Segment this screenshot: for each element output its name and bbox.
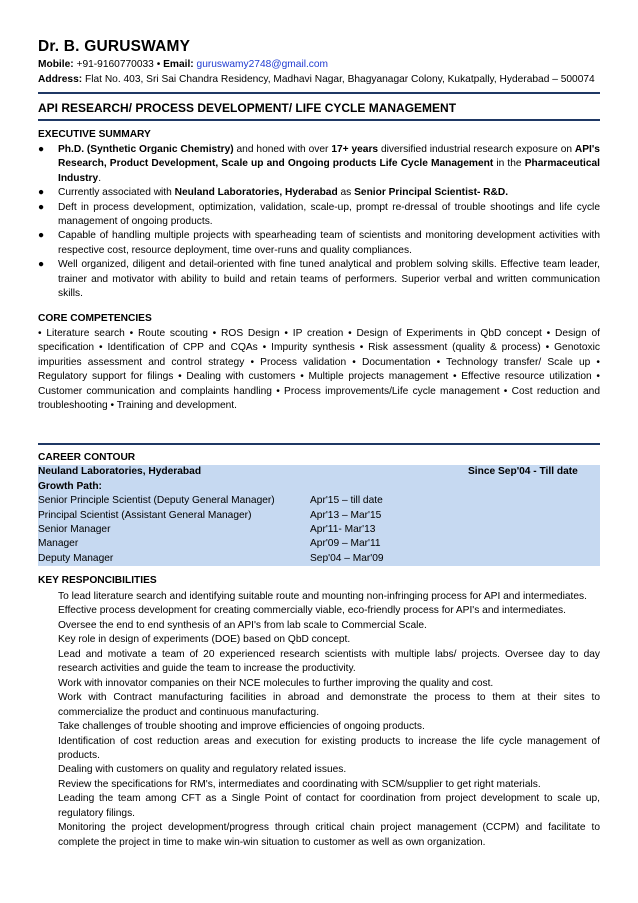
mobile-label: Mobile: [38,59,74,70]
role-title: Senior Manager [38,523,111,535]
summary-text: Deft in process development, optimization, validation, scale-up, prompt re-dressal of trouble shootings and life cycle management of ongoing products. [58,201,600,228]
company-row [38,465,600,479]
role-period: Apr'15 – till date [310,495,383,507]
address-label: Address: [38,74,83,85]
bullet-icon: ● [38,187,45,199]
role-period: Sep'04 – Mar'09 [310,552,384,564]
responsibility-item [38,792,600,821]
summary-item [38,201,600,230]
responsibility-item [38,590,600,604]
mobile-number: +91-9160770033 [76,59,154,70]
responsibility-text: Leading the team among CFT as a Single Point of contact for coordination from project development to scale up, regulatory filings. [58,793,600,819]
summary-text: in the [493,158,525,170]
address-text: Flat No. 403, Sri Sai Chandra Residency, Madhavi Nagar, Bhagyanagar Colony, Kukatpally, Hyderabad – 500074 [85,74,595,85]
role-row [38,509,600,523]
role-row [38,552,600,566]
role-title: Manager [38,538,79,550]
summary-text: and honed with over [233,144,332,155]
responsibility-text: Effective process development for creating commercially viable, eco-friendly process for API's and intermediates. [58,605,566,617]
bullet-icon: ● [38,144,45,155]
separator-dot: • [156,59,161,70]
summary-item [38,229,600,258]
responsibility-text: Work with innovator companies on their NCE molecules to further improving the quality and cost. [58,677,494,689]
responsibility-item [38,821,600,850]
responsibilities-list [38,590,600,850]
responsibility-text: Take challenges of trouble shooting and improve efficiencies of ongoing products. [58,721,425,733]
summary-title: EXECUTIVE SUMMARY [38,129,151,140]
career-title: CAREER CONTOUR [38,452,136,463]
summary-text: Currently associated with [58,187,175,199]
summary-item [38,258,600,301]
summary-text: Ph.D. (Synthetic Organic Chemistry) [58,144,234,155]
summary-item [38,143,600,186]
competencies-text: • Literature search • Route scouting • ROS Design • IP creation • Design of Experiments in QbD concept • Design of specification • Identification of CPP and CQAs • Impurity synthesis • Risk assessment (quality & process) • Genotoxic impurities assessment and control strategy • Process validation • Documentation • Technology transfer/ Scale up • Regulatory support for filings • Dealing with customers • Multiple projects management • Effective resource utilization • Customer communication and complaints handling • Process improvements/Life cycle management • Cost reduction and troubleshooting • Training and development. [38,328,600,412]
responsibility-text: Review the specifications for RM's, intermediates and coordinating with SCM/supplier to get right materials. [58,778,541,790]
responsibilities-title: KEY RESPONCIBILITIES [38,575,157,586]
summary-text: as [337,187,355,199]
responsibility-item [38,648,600,677]
responsibility-item [38,763,600,777]
role-period: Apr'13 – Mar'15 [310,509,382,521]
responsibility-text: Work with Contract manufacturing facilities in abroad and demonstrate the process to them at their sites to commercialize the product and continuous manufacturing. [58,692,600,718]
summary-item [38,186,600,200]
summary-text: Capable of handling multiple projects with spearheading team of scientists and monitoring development activities with respective cost, resource deployment, time over-runs and quality compliances. [58,230,600,256]
divider-rule [38,119,600,121]
role-title: Deputy Manager [38,552,114,564]
responsibility-text: Dealing with customers on quality and regulatory related issues. [58,764,347,776]
summary-text: Pharmaceutical Industry [58,158,600,184]
role-title: Senior Principle Scientist (Deputy General Manager) [38,495,275,507]
career-title-row [38,451,600,465]
summary-text: API's Research, Product Development, Scale up and Ongoing products Life Cycle Management [58,144,600,170]
responsibility-item [38,778,600,792]
tenure: Since Sep'04 - Till date [468,466,578,478]
summary-text: Senior Principal Scientist- R&D. [354,187,509,199]
responsibility-text: Oversee the end to end synthesis of an API's from lab scale to Commercial Scale. [58,619,427,631]
bullet-icon: ● [38,259,45,271]
responsibility-item [38,604,600,618]
summary-text: . [98,172,102,184]
profile-headline: API RESEARCH/ PROCESS DEVELOPMENT/ LIFE CYCLE MANAGEMENT [38,101,457,115]
responsibility-item [38,677,600,691]
role-title: Principal Scientist (Assistant General Manager) [38,509,252,521]
divider-rule [38,443,600,445]
growth-path-label: Growth Path: [38,480,102,492]
address-line [38,74,595,85]
bullet-icon: ● [38,201,45,213]
growth-path-row [38,480,600,494]
responsibility-item [38,720,600,734]
summary-text: Neuland Laboratories, Hyderabad [174,187,338,199]
bullet-icon: ● [38,230,45,242]
responsibility-item [38,691,600,720]
responsibility-text: Identification of cost reduction areas and execution for existing products to increase the life cycle management of products. [58,735,600,761]
company-name: Neuland Laboratories, Hyderabad [38,466,202,478]
divider-rule [38,92,600,94]
role-row [38,494,600,508]
email-label: Email: [163,59,194,70]
summary-text: Well organized, diligent and detail-oriented with fine tuned analytical and problem solving skills. Effective team leader, trainer and motivator with ability to build and retain teams of performers. Superior verbal and written communication skills. [58,259,600,300]
responsibility-text: Key role in design of experiments (DOE) based on QbD concept. [58,634,351,646]
role-period: Apr'11- Mar'13 [310,523,376,535]
role-row [38,523,600,537]
career-table [38,451,600,566]
contact-line [38,59,328,70]
responsibility-item [38,633,600,647]
competencies-title: CORE COMPETENCIES [38,313,152,324]
summary-list [38,143,600,301]
responsibility-item [38,735,600,764]
responsibility-item [38,619,600,633]
candidate-name: Dr. B. GURUSWAMY [38,38,191,55]
role-period: Apr'09 – Mar'11 [310,538,381,550]
responsibility-text: To lead literature search and identifying suitable route and mounting non-infringing process for API and intermediates. [58,591,587,602]
responsibility-text: Monitoring the project development/progress through critical chain project management (CCPM) and facilitate to complete the project in time to make win-win situation to customer as well as own organization. [58,822,600,848]
responsibility-text: Lead and motivate a team of 20 experienced research scientists with multiple labs/ projects. Oversee day to day research activities and guide the team to increase the productivity. [58,648,600,675]
summary-text: 17+ years [331,144,379,155]
email-link[interactable]: guruswamy2748@gmail.com [196,59,329,70]
summary-text: diversified industrial research exposure on [378,144,575,155]
role-row [38,537,600,551]
